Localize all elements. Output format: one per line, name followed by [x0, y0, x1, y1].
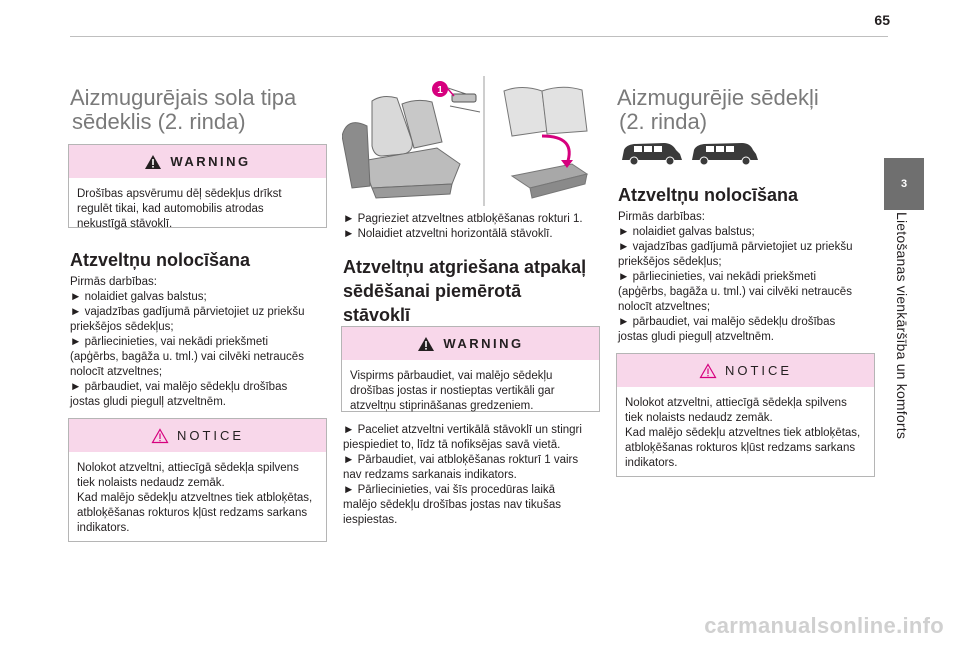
fold-steps — [343, 212, 598, 242]
vehicle-silhouettes — [620, 140, 760, 168]
text-line: priekšējos sēdekļus; — [70, 321, 174, 333]
text-line: ► pārliecinieties, vai nekādi priekšmeti — [70, 336, 269, 348]
watermark: carmanualsonline.info — [704, 613, 944, 638]
title-line: (2. rinda) — [619, 109, 708, 134]
text-line: ► pārbaudiet, vai malējo sēdekļu drošības — [618, 316, 836, 328]
text-line: ► nolaidiet galvas balstus; — [618, 226, 755, 238]
notice-label: NOTICE — [176, 428, 245, 443]
text-line: drošības jostas ir nostieptas vertikāli gar — [350, 385, 555, 397]
text-line: ► pārbaudiet, vai malējo sēdekļu drošības — [70, 381, 288, 393]
text-line: malējo sēdekļu drošības jostas nav tikušas — [343, 499, 561, 511]
text-line: indikators. — [77, 522, 130, 534]
text-line: ► Paceliet atzveltni vertikālā stāvoklī un stingri — [343, 424, 582, 436]
fold-heading-individual: Atzveltņu nolocīšana — [618, 185, 799, 205]
heading-line: Atzveltņu atgriešana atpakaļ — [343, 257, 587, 277]
notice-text — [69, 452, 326, 544]
title-line: sēdeklis (2. rinda) — [72, 109, 246, 134]
header-rule — [70, 36, 888, 37]
text-line: Nolokot atzveltni, attiecīgā sēdekļa spilvens — [77, 462, 299, 474]
warning-label: WARNING — [443, 336, 524, 351]
notice-box — [68, 418, 327, 542]
title-line: Aizmugurējais sola tipa — [70, 85, 297, 110]
heading-line: sēdēšanai piemērotā — [343, 281, 522, 301]
warning-box — [68, 144, 327, 228]
text-line: Pirmās darbības: — [70, 276, 157, 288]
warning-triangle-icon — [417, 336, 435, 352]
notice-label: NOTICE — [724, 363, 793, 378]
text-line: ► Pārliecinieties, vai šīs procedūras laikā — [343, 484, 556, 496]
callout-1-label: 1 — [437, 85, 443, 96]
text-line: atbloķēšanas rokturos kļūst redzams sarkans — [77, 507, 308, 519]
van-short-icon — [622, 143, 682, 165]
text-line: (apģērbs, bagāža u. tml.) vai cilvēki netraucēs — [70, 351, 304, 363]
text-line: Drošības apsvērumu dēļ sēdekļus drīkst — [77, 188, 282, 200]
text-line: Kad malējo sēdekļu atzveltnes tiek atbloķētas, — [625, 427, 861, 439]
warning-header — [69, 145, 326, 178]
heading-line: stāvoklī — [343, 305, 411, 325]
text-line: ► vajadzības gadījumā pārvietojiet uz priekšu — [618, 241, 853, 253]
chapter-tab — [884, 158, 924, 210]
notice-header — [617, 354, 874, 387]
warning-text — [342, 360, 599, 422]
notice-header — [69, 419, 326, 452]
text-line: nolocīt atzveltnes; — [70, 366, 163, 378]
seat-fold-illustration — [342, 76, 592, 206]
text-line: ► vajadzības gadījumā pārvietojiet uz priekšu — [70, 306, 305, 318]
warning-label: WARNING — [170, 154, 251, 169]
text-line: priekšējos sēdekļus; — [618, 256, 722, 268]
chapter-number: 3 — [900, 178, 908, 190]
text-line: ► Pagrieziet atzveltnes atbloķēšanas rokturi 1. — [343, 213, 583, 225]
text-line: ► Nolaidiet atzveltni horizontālā stāvoklī. — [343, 228, 553, 240]
van-long-icon — [692, 143, 758, 165]
text-line: regulēt tikai, kad automobilis atrodas — [77, 203, 264, 215]
section-title-bench — [70, 86, 330, 134]
text-line: ► pārliecinieties, vai nekādi priekšmeti — [618, 271, 817, 283]
chapter-title-vertical — [888, 212, 918, 462]
return-heading — [343, 255, 603, 327]
text-line: nav redzams sarkanais indikators. — [343, 469, 517, 481]
text-line: Pirmās darbības: — [618, 211, 705, 223]
text-line: indikators. — [625, 457, 678, 469]
notice-triangle-icon — [151, 428, 169, 444]
text-line: ► nolaidiet galvas balstus; — [70, 291, 207, 303]
text-line: jostas gludi piegulļ atzveltnēm. — [70, 396, 226, 408]
warning-box-return — [341, 326, 600, 412]
seat-illustration-svg — [342, 76, 592, 206]
text-line: Kad malējo sēdekļu atzveltnes tiek atbloķētas, — [77, 492, 313, 504]
fold-heading: Atzveltņu nolocīšana — [70, 250, 251, 270]
text-line: Vispirms pārbaudiet, vai malējo sēdekļu — [350, 370, 553, 382]
text-line: iespiestas. — [343, 514, 398, 526]
warning-header — [342, 327, 599, 360]
text-line: piespiediet to, līdz tā nofiksējas savā vietā. — [343, 439, 561, 451]
page-number: 65 — [874, 12, 890, 28]
text-line: jostas gludi piegulļ atzveltnēm. — [618, 331, 774, 343]
text-line: (apģērbs, bagāža u. tml.) vai cilvēki netraucēs — [618, 286, 852, 298]
notice-triangle-icon — [699, 363, 717, 379]
title-line: Aizmugurējie sēdekļi — [617, 85, 819, 110]
fold-instructions — [70, 275, 330, 410]
vehicle-versions — [620, 140, 760, 168]
text-line: atzveltņu stiprināšanas gredzeniem. — [350, 400, 534, 412]
text-line: nolocīt atzveltnes; — [618, 301, 711, 313]
warning-triangle-icon — [144, 154, 162, 170]
notice-box-individual — [616, 353, 875, 477]
text-line: atbloķēšanas rokturos kļūst redzams sarkans — [625, 442, 856, 454]
section-title-individual — [617, 86, 877, 134]
warning-text — [69, 178, 326, 240]
fold-instructions-individual — [618, 210, 878, 345]
text-line: ► Pārbaudiet, vai atbloķēšanas rokturī 1 vairs — [343, 454, 579, 466]
chapter-title: Lietošanas vienkāršība un komforts — [894, 212, 910, 440]
text-line: tiek nolaists nedaudz zemāk. — [625, 412, 773, 424]
text-line: tiek nolaists nedaudz zemāk. — [77, 477, 225, 489]
text-line: Nolokot atzveltni, attiecīgā sēdekļa spilvens — [625, 397, 847, 409]
text-line: nekustīgā stāvoklī. — [77, 218, 173, 230]
notice-text — [617, 387, 874, 479]
return-instructions — [343, 423, 603, 528]
